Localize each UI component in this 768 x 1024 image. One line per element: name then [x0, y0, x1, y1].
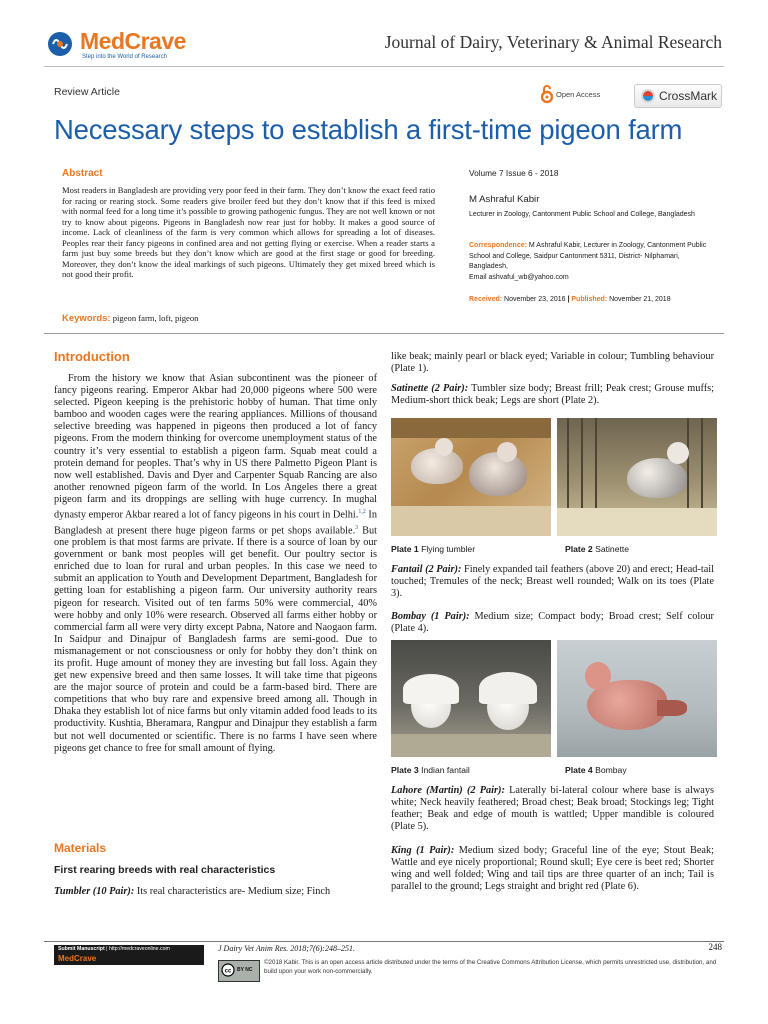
bombay-label: Bombay (1 Pair):	[391, 611, 470, 622]
crossmark-button[interactable]	[634, 84, 722, 108]
plate-1-photo	[391, 418, 551, 536]
intro-text-2: In Bangladesh at present there huge pigeon farms or pet shops available.	[54, 509, 377, 536]
citation-1-2[interactable]: 1,2	[358, 509, 366, 516]
satinette-paragraph	[391, 383, 714, 407]
license-text: ©2018 Kabir. This is an open access article distributed under the terms of the Creative Commons Attribution License, which permits unrestricted use, distribution, and build upon your work non-commercially.	[264, 959, 717, 975]
section-rule	[44, 333, 724, 334]
svg-text:cc: cc	[224, 968, 232, 975]
footer-rule	[44, 941, 724, 942]
lahore-paragraph	[391, 785, 714, 833]
plate-4-label: Plate 4	[565, 765, 593, 775]
header-rule	[44, 66, 724, 67]
lahore-text: Laterally bi-lateral colour where base is always white; Neck heavily feathered; Broad chest; Beak broad; Stockings leg; Tight feather; Beak and edge of mouth is wattled; Upper mandible is coloured (Plate 5).	[391, 785, 714, 833]
tumbler-label: Tumbler (10 Pair):	[54, 886, 135, 897]
plate-2-label: Plate 2	[565, 544, 593, 554]
open-access-icon	[541, 84, 553, 104]
plate-4-name: Bombay	[595, 765, 627, 775]
dates: Received: November 23, 2016 | Published: November 21, 2018	[469, 296, 671, 303]
plate-2-caption	[565, 544, 629, 554]
fantail-label: Fantail (2 Pair):	[391, 564, 462, 575]
plate-1-label: Plate 1	[391, 544, 419, 554]
satinette-label: Satinette (2 Pair):	[391, 383, 469, 394]
intro-text-3: But one problem is that most farms are private. If there is a source of loan by our government or bank most peoples will get benefit. Our poultry sector is enriched due to loan for rural and urban peoples. In this case we need to submit an application to Youth and Development Department, Bangladesh for getting loan for establishing a pigeon farm. Our university authority rears pigeon for research. Visited out of ten farms 50% were commercial, 40% were hobby and only 10% were research. Observed all farms either hobby or commercial farm all were very dirty except Pabna, Natore and Naogaon farm. In Saidpur and Dinajpur of Bangladesh farms are semi-good. Due to mismanagement or not consciousness or only for hobby they don’t think on its profit. Huge amount of money they are investing but fall loss. Again they get new expensive breed and then same losses. It will take time that pigeons are the major source of protein and could be a farm-based bird. There are competitions that who buy rare and expensive breed among all. Though in Dhaka they establish lot of nice farms but only vitamin added food leads to its productivity. Kushtia, Bheramara, Rangpur and Dinajpur they establish a farm but not well documented or scientific. There is no farms I have seen where pigeons get chance to free for small amount of flying.	[54, 524, 377, 754]
cc-badge-label: BY NC	[237, 967, 253, 973]
plate-1-caption	[391, 544, 475, 554]
author-affiliation: Lecturer in Zoology, Cantonment Public School and College, Bangladesh	[469, 211, 695, 218]
brand-name: MedCrave	[80, 28, 186, 54]
volume-issue: Volume 7 Issue 6 - 2018	[469, 168, 559, 178]
king-label: King (1 Pair):	[391, 845, 455, 856]
open-access-badge[interactable]	[541, 84, 621, 104]
crossmark-icon	[640, 88, 656, 104]
submit-url[interactable]: http://medcraveonline.com	[108, 946, 170, 952]
plate-3-name: Indian fantail	[421, 765, 470, 775]
plate-2-photo	[557, 418, 717, 536]
abstract-text: Most readers in Bangladesh are providing very poor feed in their farm. They don’t know the exact feed ratio for racing or rearing stock. Some readers give broiler feed but they don’t know that if this feed is mixed with normal feed for a long time it’s possible to growing pathogenic fungus. They are not well known or not try to know about pigeons. Pigeons in Bangladesh now rear just for hobby. It makes a good source of income. Lack of cleanliness of the farm is very common which allows for spreading a lot of diseases. Peoples rear their fancy pigeons in confined area and not getting flying or exercise. When a reader starts a farm just buy some breeds but they don’t know which are good at the first stage or good for breeding. Moreover, they don’t know the ideal markings of such pigeons. Ultimately they get mixed breed which is not good their profit.	[62, 185, 435, 280]
intro-text-1: From the history we know that Asian subcontinent was the pioneer of fancy pigeons rearing. Emperor Akbar had 20,000 pigeons where 500 were selected. Pigeon keeping is the prehistoric hobby of human. That time only bamboo and wooden cages were the rearing appliances. Millions of thousand selective breeding was happened in pigeons then produced a lot of fancy pigeons. From the modern thinking for overcome unemployment status of the country it’s very essential to establish a pigeon farm. Squab meat could a protein demand for peoples. That’s why in US there Palmetto Pigeon Plant is now well established. Davis and Dyer and Carpenter Squab Rancing are also another renowned pigeon farm of the world. In Los Angeles there a great pigeon farm and its droppings are selling with huge currency. In mughal dynasty emperor Akbar reared a lot of fancy pigeons in his court in Delhi.	[54, 373, 377, 521]
creative-commons-icon	[221, 963, 235, 977]
satinette-text: Tumbler size body; Breast frill; Peak crest; Grouse muffs; Medium-short thick beak; Legs are short (Plate 2).	[391, 383, 714, 407]
article-title: Necessary steps to establish a first-time pigeon farm	[54, 114, 683, 145]
plate-3-caption	[391, 765, 470, 775]
received-date: November 23, 2016	[504, 296, 566, 303]
author-email[interactable]: Email ashvaful_wb@yahoo.com	[469, 273, 569, 281]
tumbler-paragraph	[54, 886, 377, 898]
bombay-paragraph	[391, 611, 714, 635]
citation-3[interactable]: 3	[355, 524, 359, 531]
received-label: Received:	[469, 296, 503, 303]
king-text: Medium sized body; Graceful line of the eye; Stout Beak; Wattle and eye nicely proportional; Round skull; Eye cere is beet red; Shorter wing and well folded; Wing and tail tips are three quarter of an inch; Tail is parallel to the ground; Legs straight and bright red (Plate 6).	[391, 845, 714, 893]
plate-4-caption	[565, 765, 627, 775]
page-number: 248	[708, 942, 722, 952]
journal-name: Journal of Dairy, Veterinary & Animal Research	[384, 32, 722, 52]
correspondence	[469, 241, 707, 283]
fantail-paragraph	[391, 564, 714, 600]
plate-1-name: Flying tumbler	[421, 544, 476, 554]
open-access-label: Open Access	[556, 90, 601, 99]
correspondence-label: Correspondence:	[469, 242, 527, 249]
article-type: Review Article	[54, 86, 120, 98]
materials-subheading: First rearing breeds with real characteristics	[54, 864, 276, 876]
keywords-label: Keywords:	[62, 313, 111, 324]
plate-2-name: Satinette	[595, 544, 630, 554]
introduction-heading: Introduction	[54, 349, 130, 364]
submit-label: Submit Manuscript	[58, 946, 105, 952]
citation-line: J Dairy Vet Anim Res. 2018;7(6):248‒251.	[218, 944, 355, 953]
plate-4-photo	[557, 640, 717, 757]
materials-heading: Materials	[54, 841, 107, 855]
continued-text: like beak; mainly pearl or black eyed; Variable in colour; Tumbling behaviour (Plate 1).	[391, 351, 714, 375]
keywords	[62, 313, 198, 324]
bombay-text: Medium size; Compact body; Broad crest; Self colour (Plate 4).	[391, 611, 714, 635]
crossmark-label: CrossMark	[659, 89, 718, 103]
footer-brand: MedCrave	[58, 954, 97, 963]
fantail-text: Finely expanded tail feathers (above 20) and erect; Head-tail touched; Tremules of the neck; Breast well rounded; Walk on its toes (Plate 3).	[391, 564, 714, 600]
plate-3-photo	[391, 640, 551, 757]
abstract-heading: Abstract	[62, 168, 103, 179]
lahore-label: Lahore (Martin) (2 Pair):	[391, 785, 505, 796]
introduction-text	[54, 373, 377, 755]
medcrave-logo[interactable]	[44, 28, 194, 64]
brain-logo-icon	[44, 30, 76, 58]
brand-tagline: Step into the World of Research	[82, 54, 167, 60]
submit-text: Submit Manuscript | http://medcraveonline.com	[58, 946, 170, 952]
tumbler-text: Its real characteristics are- Medium size; Finch	[134, 886, 331, 897]
correspondence-text: M Ashraful Kabir, Lecturer in Zoology, Cantonment Public School and College, Saidpur Cantonment 5311, District- Nilphamari, Bangladesh,	[469, 242, 707, 270]
published-label: Published:	[571, 296, 608, 303]
published-date: November 21, 2018	[609, 296, 671, 303]
keywords-text: pigeon farm, loft, pigeon	[112, 313, 199, 323]
author-name: M Ashraful Kabir	[469, 194, 540, 205]
king-paragraph	[391, 845, 714, 893]
plate-3-label: Plate 3	[391, 765, 419, 775]
cc-license-badge[interactable]	[218, 960, 260, 982]
submit-manuscript-banner[interactable]	[54, 945, 204, 965]
